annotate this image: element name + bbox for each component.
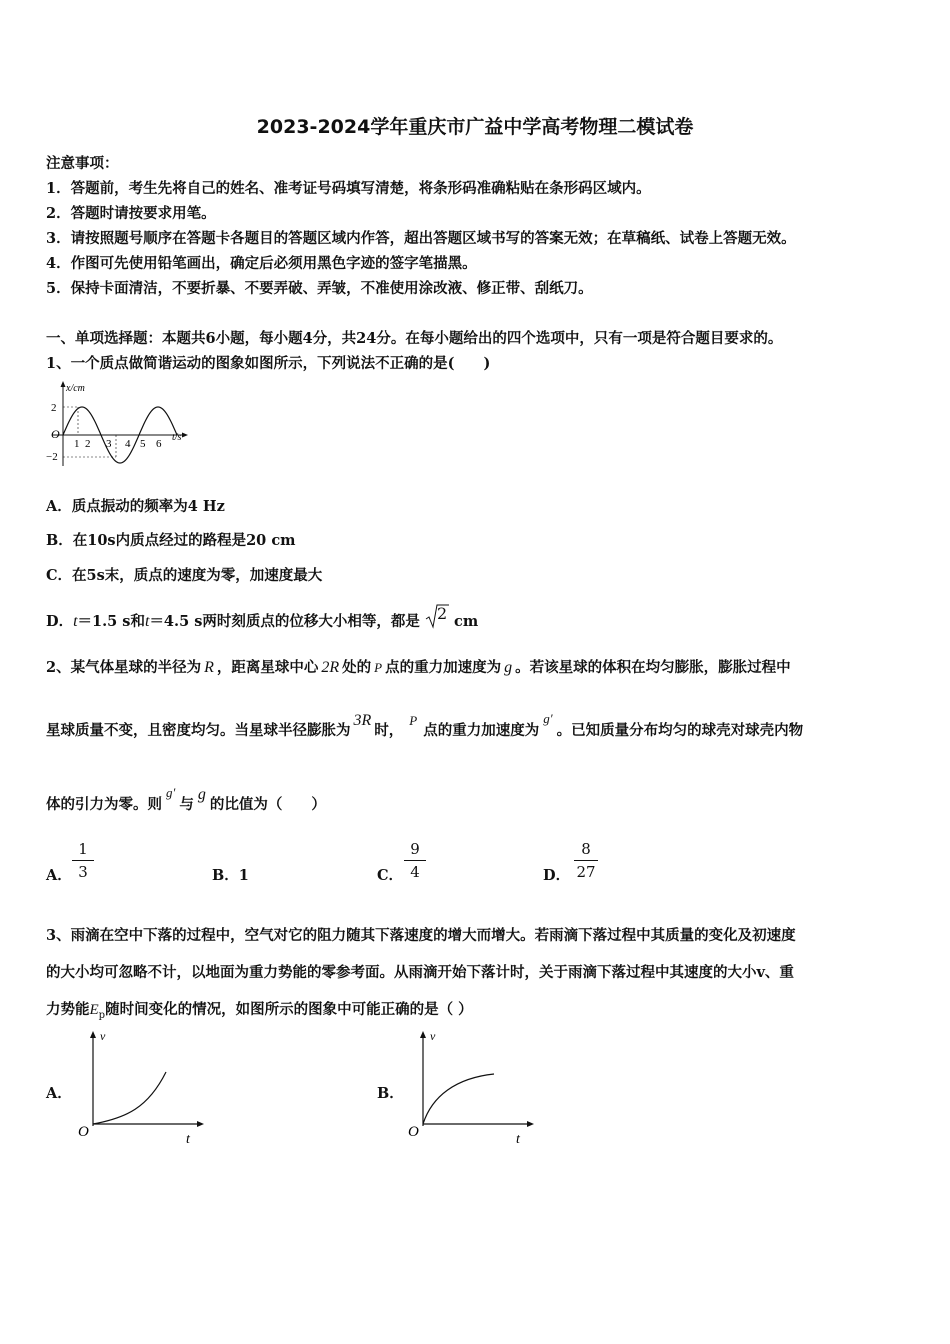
q1-stem: 1、一个质点做简谐运动的图象如图所示，下列说法不正确的是( ) [46, 355, 491, 372]
q1-xlabel: t/s [172, 432, 182, 443]
q2-text: ，距离星球中心 [216, 659, 319, 676]
q2-option-a-fraction [72, 840, 94, 881]
q2-line-2 [46, 711, 804, 740]
fraction-denominator: 4 [410, 863, 420, 881]
q1-option-a: A．质点振动的频率为4 Hz [46, 498, 225, 515]
q1-xtick-4: 4 [125, 438, 131, 450]
q1-xtick-5: 5 [140, 438, 146, 450]
q2-option-a-label: A． [46, 867, 72, 884]
q2-var-gprime: g′ [166, 785, 176, 800]
q1-d-mid2: ＝4.5 s两时刻质点的位移大小相等，都是 [149, 613, 420, 630]
q2-text: 。已知质量分布均匀的球壳对球壳内物 [556, 722, 804, 739]
q1-d-t1: t [73, 613, 78, 630]
q2-var-g: g [197, 786, 206, 803]
q2-option-c-fraction [404, 840, 426, 881]
q2-option-d-fraction [574, 840, 598, 881]
q2-var-g: g [504, 659, 513, 676]
sqrt-value: 2 [436, 604, 448, 623]
q2-var-P: P [374, 660, 383, 675]
q1-d-mid1: ＝1.5 s和 [77, 613, 145, 630]
q3-var-p-sub: p [98, 1009, 106, 1021]
q3-a-axis-v: v [100, 1029, 106, 1043]
q1-origin: O [51, 427, 60, 441]
q2-var-2R: 2R [321, 659, 340, 676]
q3-var-E: E [89, 1002, 99, 1018]
q3-b-axis-v: v [430, 1029, 436, 1043]
q2-text: 。若该星球的体积在均匀膨胀，膨胀过程中 [515, 659, 791, 676]
q2-text: 与 [179, 796, 194, 813]
q3-a-axis-t: t [186, 1132, 190, 1147]
q1-d-label: D． [46, 613, 74, 630]
q1-ylabel: x/cm [66, 383, 85, 394]
section-heading: 一、单项选择题：本题共6小题，每小题4分，共24分。在每小题给出的四个选项中，只有一项是符合题目要求的。 [46, 330, 783, 347]
q3-line-1: 3、雨滴在空中下落的过程中，空气对它的阻力随其下落速度的增大而增大。若雨滴下落过程中其质量的变化及初速度 [46, 927, 796, 944]
fraction-denominator: 27 [576, 863, 596, 881]
fraction-numerator: 9 [404, 840, 426, 861]
q2-text: 点的重力加速度为 [385, 659, 502, 676]
q3-a-origin: O [78, 1124, 89, 1140]
fraction-numerator: 1 [72, 840, 94, 861]
q1-xtick-1: 1 [74, 438, 80, 450]
q2-var-P: P [409, 713, 418, 728]
q2-var-3R: 3R [353, 712, 372, 729]
page-title: 2023-2024学年重庆市广益中学高考物理二模试卷 [256, 116, 694, 138]
notice-item-1: 1．答题前，考生先将自己的姓名、准考证号码填写清楚，将条形码准确粘贴在条形码区域内。 [46, 180, 651, 197]
notice-item-3: 3．请按照题号顺序在答题卡各题目的答题区域内作答，超出答题区域书写的答案无效；在草稿纸、试卷上答题无效。 [46, 230, 796, 247]
q1-d-unit: cm [454, 613, 479, 630]
q2-text: 处的 [342, 659, 372, 676]
q1-shm-graph [44, 378, 194, 470]
q2-option-b: B．1 [212, 867, 249, 884]
q3-curve-b [423, 1074, 494, 1124]
q1-xtick-2: 2 [85, 438, 91, 450]
q1-option-b: B．在10s内质点经过的路程是20 cm [46, 532, 296, 549]
q3-text: 力势能 [46, 1001, 90, 1018]
notice-item-5: 5．保持卡面清洁，不要折暴、不要弄破、弄皱，不准使用涂改液、修正带、刮纸刀。 [46, 280, 593, 297]
q3-curve-a [93, 1072, 166, 1124]
q3-graph-a [76, 1026, 206, 1148]
q2-text: 体的引力为零。则 [46, 796, 162, 813]
q1-xtick-3: 3 [106, 438, 112, 450]
sqrt-symbol [425, 604, 449, 631]
notice-item-4: 4．作图可先使用铅笔画出，确定后必须用黑色字迹的签字笔描黑。 [46, 255, 477, 272]
q2-text: 2、某气体星球的半径为 [46, 659, 202, 676]
notice-item-2: 2．答题时请按要求用笔。 [46, 205, 216, 222]
q1-option-c: C．在5s末，质点的速度为零，加速度最大 [46, 567, 323, 584]
q3-text: 随时间变化的情况，如图所示的图象中可能正确的是（ ） [105, 1001, 473, 1018]
q2-text: 星球质量不变，且密度均匀。当星球半径膨胀为 [46, 722, 351, 739]
q1-ytick-pos: 2 [51, 402, 57, 414]
q2-line-1 [46, 656, 791, 677]
q2-line-3 [46, 785, 326, 814]
q1-ytick-neg: −2 [46, 451, 58, 463]
q2-text: 的比值为（ ） [209, 796, 326, 813]
q2-var-gprime: g′ [543, 711, 553, 726]
notice-heading: 注意事项： [46, 155, 119, 172]
fraction-denominator: 3 [78, 863, 88, 881]
q3-graph-b [406, 1026, 536, 1148]
q2-var-R: R [204, 659, 214, 676]
q1-xtick-6: 6 [156, 438, 162, 450]
q2-text: 点的重力加速度为 [423, 722, 540, 739]
fraction-numerator: 8 [574, 840, 598, 861]
q2-option-c-label: C． [377, 867, 404, 884]
q3-option-a-label: A． [46, 1085, 72, 1102]
q1-d-t2: t [144, 613, 150, 630]
q3-b-origin: O [408, 1124, 419, 1140]
q2-option-d-label: D． [543, 867, 571, 884]
q2-text: 时， [374, 722, 404, 739]
q3-b-axis-t: t [516, 1132, 520, 1147]
q1-option-d [46, 604, 479, 631]
q3-option-b-label: B． [377, 1085, 404, 1102]
q3-line-3 [46, 998, 473, 1021]
q3-line-2: 的大小均可忽略不计，以地面为重力势能的零参考面。从雨滴开始下落计时，关于雨滴下落过程中其速度的大小v、重 [46, 964, 794, 981]
